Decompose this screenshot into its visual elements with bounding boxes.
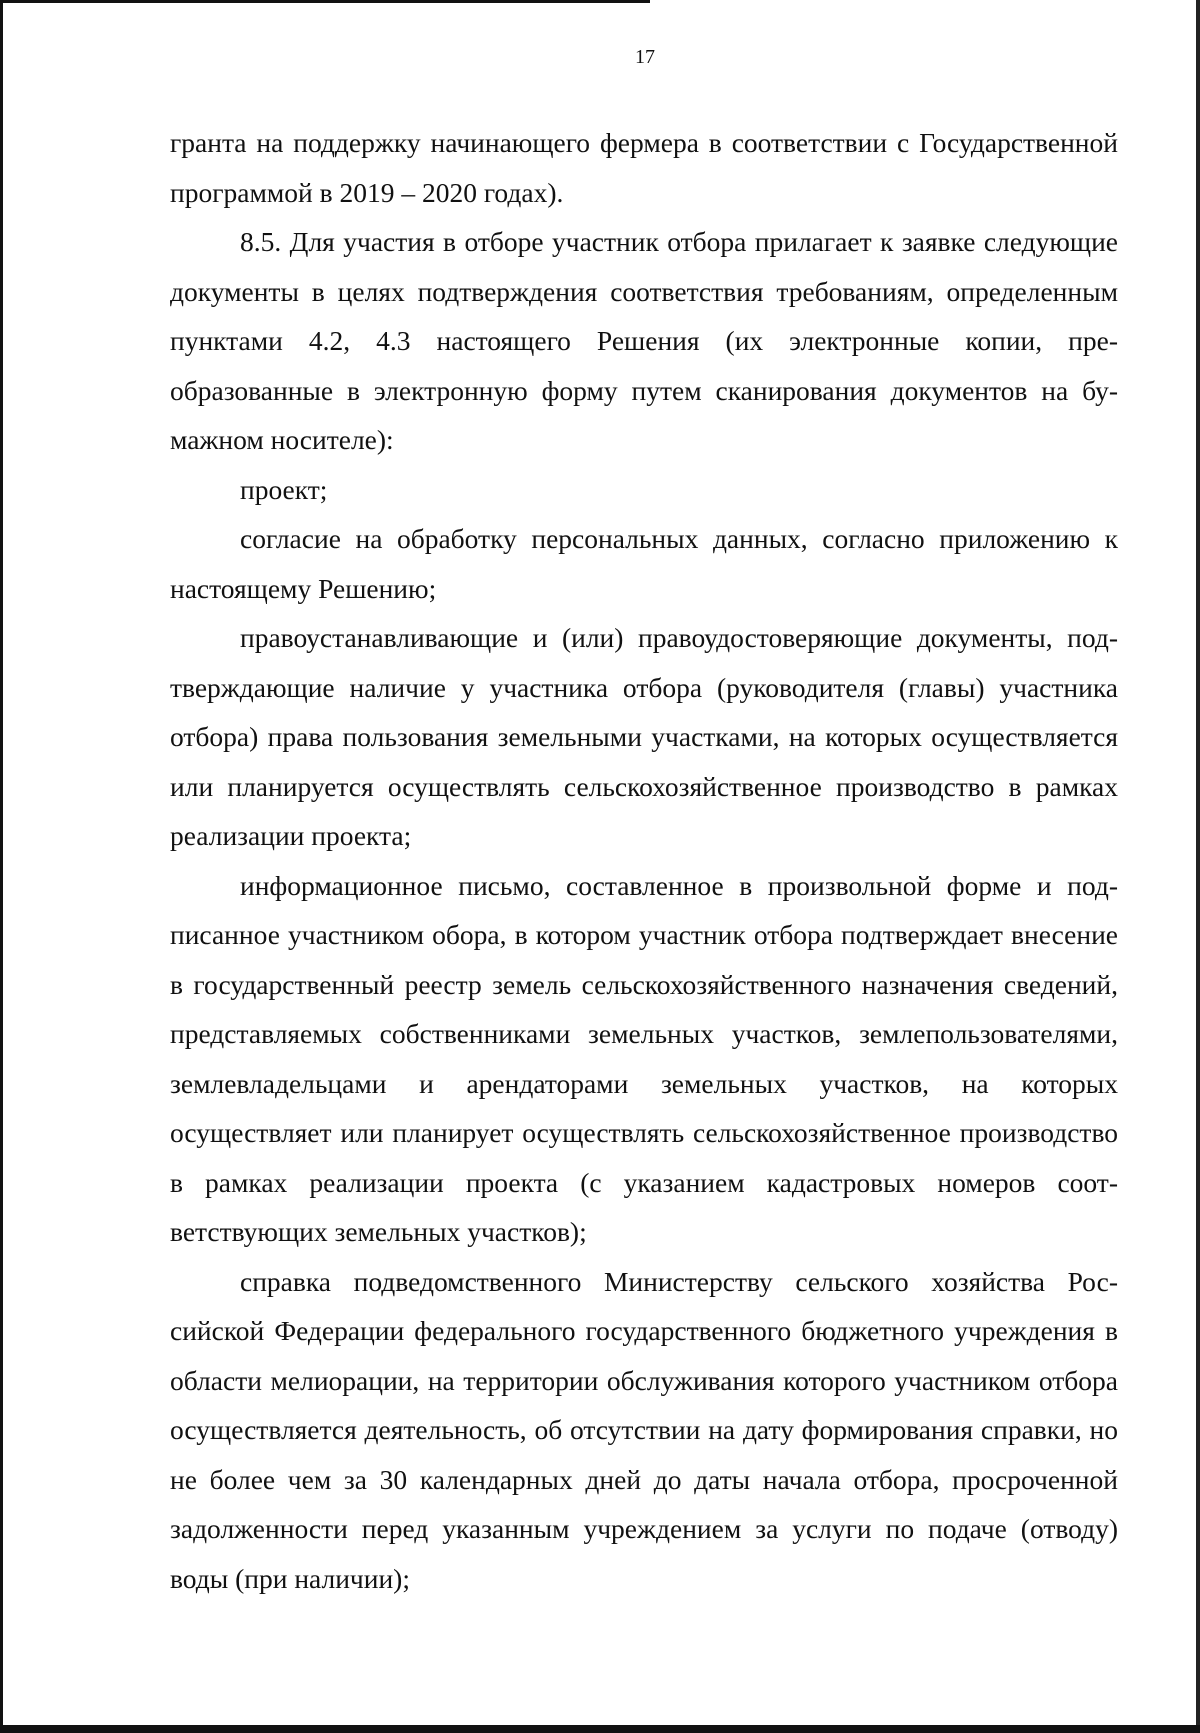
scan-edge-left bbox=[0, 0, 3, 1733]
list-item-project: проект; bbox=[240, 473, 328, 505]
list-item-information-letter: информационное письмо, составленное в произвольной форме и подписанное участником обора, в котором участник отбора подтверждает внесение в государственный реестр земель сельскохозяйственного назначения сведений, представляемых собственниками земельных участков, землепользователями, землевладельцами и арендаторами земельных участков, на которых осуществляет или планирует осуществлять сельскохозяйственное производство в рамках реализации проекта (с указанием кадастровых номеров соответствующих земельных участков); bbox=[170, 869, 1118, 1247]
scan-edge-right bbox=[1196, 0, 1200, 1733]
list-item-land-documents: правоустанавливающие и (или) правоудостоверяющие документы, подтверждающие наличие у участника отбора (руководителя (главы) участника отбора) права пользования земельными участками, на которых осуществляется или планируется осуществлять сельскохозяйственное производство в рамках реализации проекта; bbox=[170, 622, 1118, 851]
document-body bbox=[170, 118, 1118, 1603]
list-item-melioration-certificate: справка подведомственного Министерству сельского хозяйства Российской Федерации федерального государственного бюджетного учреждения в области мелиорации, на территории обслуживания которого участником отбора осуществляется деятельность, об отсутствии на дату формирования справки, но не более чем за 30 календарных дней до даты начала отбора, просроченной задолженности перед указанным учреждением за услуги по подаче (отводу) воды (при наличии); bbox=[170, 1265, 1118, 1594]
scan-edge-top bbox=[0, 0, 650, 3]
page-number: 17 bbox=[635, 46, 655, 68]
paragraph-grant-continuation: гранта на поддержку начинающего фермера в соответствии с Государственной программой в 2019 – 2020 годах). bbox=[170, 127, 1118, 208]
scan-edge-bottom bbox=[0, 1725, 1200, 1733]
list-item-personal-data-consent: согласие на обработку персональных данных, согласно приложению к настоящему Решению; bbox=[170, 523, 1118, 604]
paragraph-8-5: 8.5. Для участия в отборе участник отбора прилагает к заявке следующие документы в целях подтверждения соответствия требованиям, определенным пунктами 4.2, 4.3 настоящего Решения (их электронные копии, преобразованные в электронную форму путем сканирования документов на бумажном носителе): bbox=[170, 226, 1118, 455]
